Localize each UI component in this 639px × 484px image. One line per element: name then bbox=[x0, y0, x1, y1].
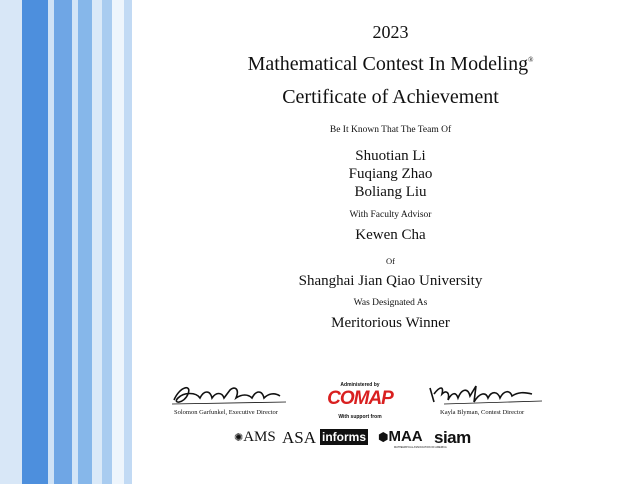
comap-logo: COMAP bbox=[327, 388, 393, 409]
ams-logo bbox=[234, 429, 276, 446]
certificate-year: 2023 bbox=[372, 22, 409, 42]
administered-by-label: Administered by bbox=[340, 382, 380, 388]
advisor-name: Kewen Cha bbox=[355, 227, 426, 243]
right-signature-caption: Kayla Blyman, Contest Director bbox=[440, 409, 525, 416]
left-signature-image bbox=[170, 380, 290, 410]
stripe-mid-2 bbox=[78, 0, 92, 484]
team-member-3: Boliang Liu bbox=[354, 184, 427, 200]
registered-mark: ® bbox=[528, 56, 534, 64]
designation: Meritorious Winner bbox=[331, 315, 450, 331]
maa-logo bbox=[378, 428, 423, 445]
decorative-sidebar bbox=[0, 0, 142, 484]
stripe-mid-1 bbox=[54, 0, 72, 484]
ams-mark-icon: ✺ bbox=[234, 432, 244, 444]
intro-line: Be It Known That The Team Of bbox=[329, 125, 452, 135]
certificate-title: Certificate of Achievement bbox=[282, 86, 499, 108]
stripe-fade bbox=[112, 0, 124, 484]
certificate-document bbox=[142, 0, 639, 484]
contest-title bbox=[142, 53, 639, 76]
team-member-2: Fuqiang Zhao bbox=[348, 166, 433, 182]
advisor-label: With Faculty Advisor bbox=[349, 210, 432, 220]
institution-name: Shanghai Jian Qiao University bbox=[298, 273, 483, 289]
siam-logo: siam bbox=[434, 428, 471, 447]
maa-text: MAA bbox=[388, 428, 423, 445]
informs-text: informs bbox=[322, 430, 367, 444]
support-label: With support from bbox=[338, 414, 382, 420]
maa-subtitle: MATHEMATICAL ASSOCIATION OF AMERICA bbox=[394, 446, 447, 449]
stripe-dark-1 bbox=[22, 0, 48, 484]
contest-title-text: Mathematical Contest In Modeling bbox=[247, 53, 529, 75]
designation-label: Was Designated As bbox=[353, 298, 428, 308]
maa-mark-icon: ⬢ bbox=[378, 430, 389, 444]
right-signature-image bbox=[424, 380, 544, 410]
ams-text: AMS bbox=[243, 429, 276, 445]
asa-logo: ASA bbox=[282, 428, 317, 447]
of-label: Of bbox=[386, 256, 395, 266]
stripe-pale bbox=[0, 0, 22, 484]
left-signature-caption: Solomon Garfunkel, Executive Director bbox=[174, 409, 278, 416]
stripe-soft-2 bbox=[124, 0, 132, 484]
stripe-soft bbox=[102, 0, 112, 484]
team-member-1: Shuotian Li bbox=[355, 148, 426, 164]
informs-logo bbox=[320, 430, 368, 444]
stripe-light-3 bbox=[92, 0, 102, 484]
